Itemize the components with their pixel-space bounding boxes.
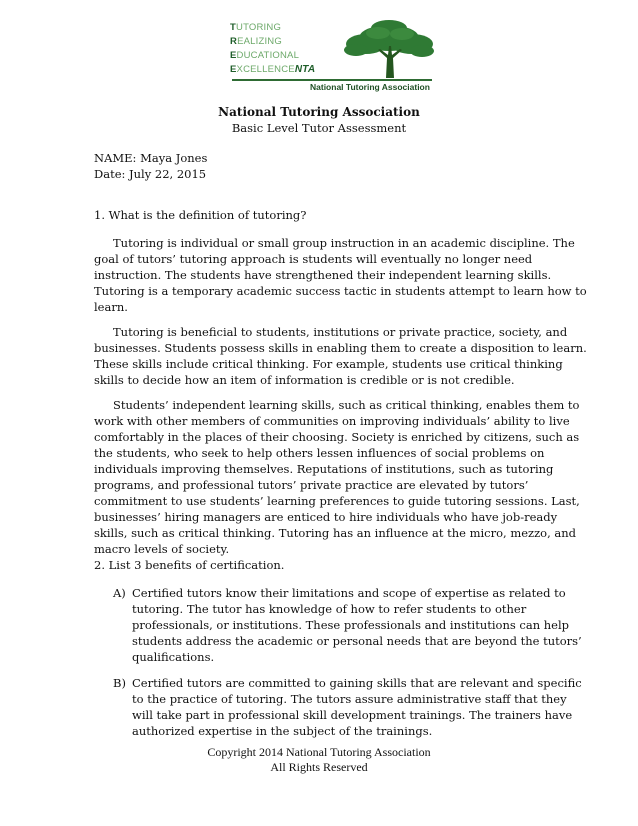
text-line: programs, and professional tutors’ private practice are elevated by tutors’ xyxy=(94,478,529,492)
text-line: professionals, or institutions. These professionals and institutions can help xyxy=(132,618,570,632)
text-line: instruction. The students have strengthened their independent learning skills. xyxy=(94,268,552,282)
text-line: Certified tutors know their limitations and scope of expertise as related to xyxy=(132,586,566,600)
nta-logo xyxy=(224,18,436,96)
q1-paragraph-1 xyxy=(94,235,587,315)
text-line: Certified tutors are committed to gaining skills that are relevant and specific xyxy=(132,676,582,690)
answer-a xyxy=(132,585,582,665)
text-line: businesses’ hiring managers are enticed to hire individuals who have job-ready xyxy=(94,510,558,524)
text-line: skills to decide how an item of information is credible or is not credible. xyxy=(94,373,515,387)
q1-paragraph-2 xyxy=(94,324,587,388)
text-line: authorized expertise in the subject of the trainings. xyxy=(132,724,433,738)
tree-icon xyxy=(342,18,436,80)
text-line: individuals improving themselves. Reputations of institutions, such as tutoring xyxy=(94,462,554,476)
text-line: the students, who seek to help others lessen influences of social problems on xyxy=(94,446,545,460)
logo-divider xyxy=(232,79,432,81)
logo-line-realizing: REALIZING xyxy=(230,36,282,47)
text-line: will take part in professional skill development trainings. The trainers have xyxy=(132,708,573,722)
logo-line-tutoring: TUTORING xyxy=(230,22,282,33)
answer-b-label: B) xyxy=(113,676,126,690)
copyright-line: Copyright 2014 National Tutoring Association xyxy=(207,745,431,759)
date-line: Date: July 22, 2015 xyxy=(94,167,207,181)
text-line: macro levels of society. xyxy=(94,542,230,556)
answer-b xyxy=(132,675,582,739)
name-line: NAME: Maya Jones xyxy=(94,151,208,165)
text-line: These skills include critical thinking. For example, students use critical thinking xyxy=(94,357,563,371)
text-line: qualifications. xyxy=(132,650,215,664)
text-line: Tutoring is individual or small group instruction in an academic discipline. The xyxy=(113,236,575,250)
text-line: learn. xyxy=(94,300,128,314)
answer-a-label: A) xyxy=(113,586,126,600)
text-line: tutoring. The tutor has knowledge of how to refer students to other xyxy=(132,602,527,616)
text-line: Tutoring is a temporary academic success tactic in students attempt to learn how to xyxy=(94,284,587,298)
logo-subtitle: National Tutoring Association xyxy=(310,82,430,92)
org-heading: National Tutoring Association xyxy=(218,105,420,119)
text-line: to the practice of tutoring. The tutors assure administrative staff that they xyxy=(132,692,567,706)
text-line: comfortably in the places of their choosing. Society is enriched by citizens, such as xyxy=(94,430,580,444)
text-line: Students’ independent learning skills, such as critical thinking, enables them to xyxy=(113,398,580,412)
text-line: Tutoring is beneficial to students, institutions or private practice, society, and xyxy=(113,325,568,339)
text-line: goal of tutors’ tutoring approach is students will eventually no longer need xyxy=(94,252,533,266)
text-line: commitment to use students’ learning preferences to guide tutoring sessions. Last, xyxy=(94,494,580,508)
text-line: work with other members of communities on improving individuals’ ability to live xyxy=(94,414,570,428)
text-line: students address the academic or personal needs that are beyond the tutors’ xyxy=(132,634,582,648)
text-line: businesses. Students possess skills in enabling them to create a disposition to learn. xyxy=(94,341,587,355)
document-title: Basic Level Tutor Assessment xyxy=(231,121,407,135)
q1-paragraph-3 xyxy=(94,397,580,557)
logo-line-excellence: EXCELLENCENTA xyxy=(230,64,316,75)
text-line: skills, such as critical thinking. Tutoring has an influence at the micro, mezzo, and xyxy=(94,526,577,540)
question-2: 2. List 3 benefits of certification. xyxy=(94,558,285,572)
logo-line-educational: EDUCATIONAL xyxy=(230,50,300,61)
question-1: 1. What is the definition of tutoring? xyxy=(94,208,307,222)
rights-line: All Rights Reserved xyxy=(270,760,368,774)
